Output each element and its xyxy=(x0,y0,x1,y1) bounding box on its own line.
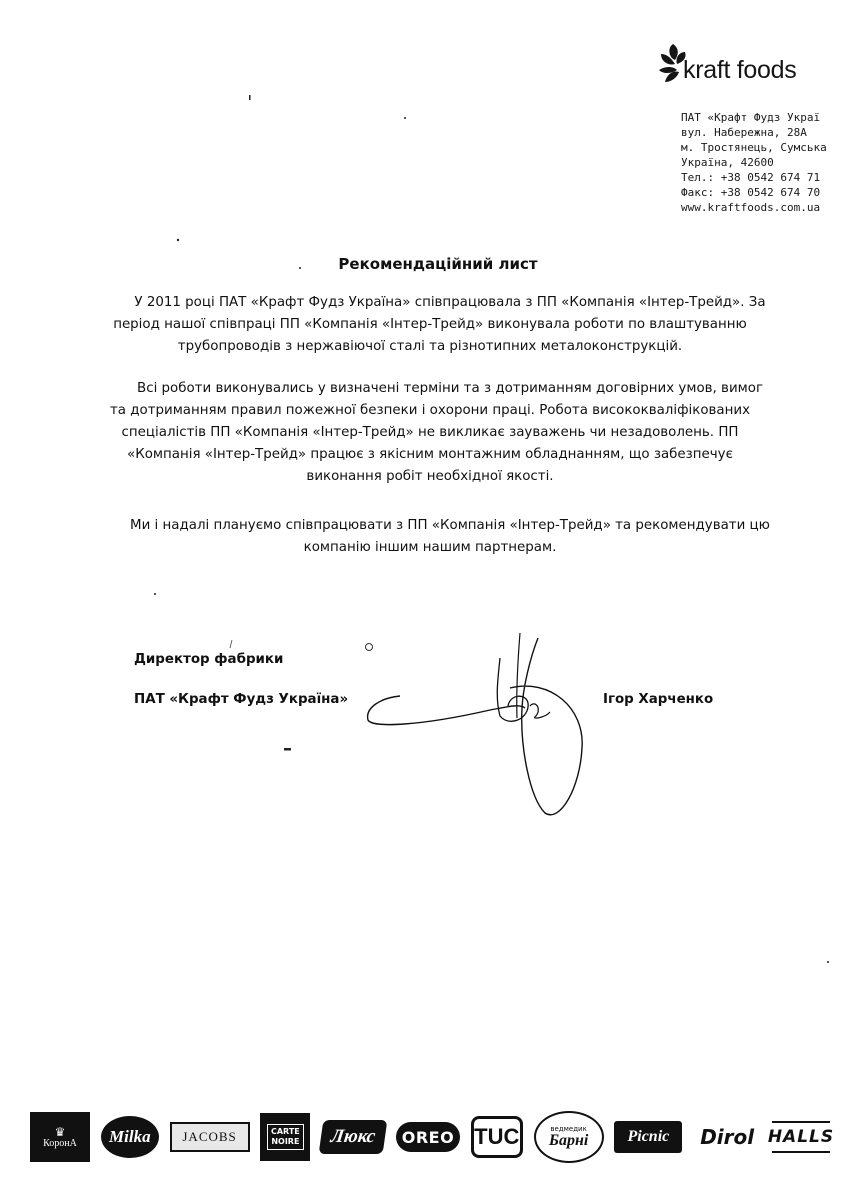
address-line-city: м. Тростянець, Сумська xyxy=(681,141,827,154)
dirol-logo xyxy=(693,1122,761,1152)
carte-noire-line-1: CARTE xyxy=(270,1127,300,1136)
kraft-foods-logo xyxy=(655,38,835,96)
address-line-country: Україна, 42600 xyxy=(681,156,774,169)
barni-logo xyxy=(534,1111,604,1163)
dirol-label: Dirol xyxy=(700,1125,755,1149)
company-address xyxy=(681,110,850,215)
tuc-label: TUC xyxy=(474,1124,520,1149)
handwritten-signature xyxy=(360,628,610,818)
jacobs-label: JACOBS xyxy=(182,1129,237,1144)
milka-label: Milka xyxy=(109,1127,151,1146)
jacobs-logo xyxy=(170,1122,250,1152)
carte-noire-logo xyxy=(260,1113,310,1161)
tuc-logo xyxy=(471,1116,523,1158)
crown-icon: ♛ xyxy=(54,1124,66,1139)
signer-role: Директор фабрики xyxy=(134,652,284,667)
barni-main-label: Барні xyxy=(548,1132,589,1149)
brand-logos-strip xyxy=(30,1112,835,1162)
letter-paragraph-2: Всі роботи виконувались у визначені терміни та з дотриманням договірних умов, вимог та дотриманням правил пожежної безпеки і охорони праці. Робота висококваліфікованих спеціалістів ПП «Компанія «Інтер-Трейд» не викликає зауважень чи незадоволень. ПП «Компанія «Інтер-Трейд» працює з якісним монтажним обладнанням, що забезпечує виконання робіт необхідної якості. xyxy=(109,381,763,484)
korona-logo xyxy=(30,1112,90,1162)
letter-title: Рекомендаційний лист xyxy=(338,255,538,273)
lux-label: Люкс xyxy=(329,1126,377,1147)
letter-paragraph-3: Ми і надалі плануємо співпрацювати з ПП «Компанія «Інтер-Трейд» та рекомендувати цю компанію іншим нашим партнерам. xyxy=(130,518,770,555)
picnic-label: Picnic xyxy=(627,1128,670,1145)
carte-noire-line-2: NOIRE xyxy=(271,1137,300,1146)
letter-paragraph-1: У 2011 році ПАТ «Крафт Фудз Україна» співпрацювала з ПП «Компанія «Інтер-Трейд». За період нашої співпраці ПП «Компанія «Інтер-Трейд» виконувала роботи по влаштуванню трубопроводів з нержавіючої сталі та різнотипних металоконструкцій. xyxy=(113,295,766,354)
address-line-website: www.kraftfoods.com.ua xyxy=(681,201,821,214)
address-line-phone: Тел.: +38 0542 674 71 xyxy=(681,171,821,184)
signer-name: Ігор Харченко xyxy=(603,692,714,707)
oreo-label: OREO xyxy=(401,1127,455,1147)
milka-logo xyxy=(101,1116,159,1158)
barni-top-label: ведмедик xyxy=(550,1125,587,1133)
signer-organization: ПАТ «Крафт Фудз Україна» xyxy=(134,692,349,707)
halls-logo xyxy=(767,1121,835,1153)
korona-label: КоронА xyxy=(43,1137,77,1149)
address-line-street: вул. Набережна, 28А xyxy=(681,126,807,139)
logo-wordmark: kraft foods xyxy=(683,56,797,84)
halls-label: HALLS xyxy=(767,1127,835,1147)
lux-logo xyxy=(319,1120,388,1154)
carte-noire-label xyxy=(267,1124,304,1150)
oreo-logo xyxy=(396,1122,460,1152)
address-line-fax: Факс: +38 0542 674 70 xyxy=(681,186,821,199)
picnic-logo xyxy=(614,1121,682,1153)
address-line-company: ПАТ «Крафт Фудз Украї xyxy=(681,111,821,124)
